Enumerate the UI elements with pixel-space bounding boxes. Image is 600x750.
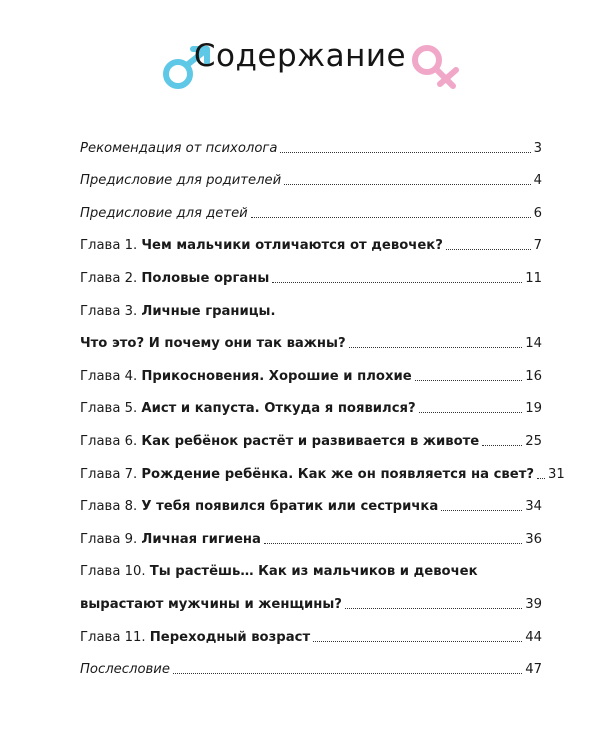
table-of-contents [80, 124, 565, 678]
dot-leader [272, 282, 522, 283]
toc-entry-title: вырастают мужчины и женщины? [80, 596, 342, 612]
toc-entry-page: 39 [525, 596, 542, 612]
toc-entry[interactable] [80, 287, 542, 320]
toc-entry-title: У тебя появился братик или сестричка [141, 499, 439, 515]
toc-entry-title: Послесловие [80, 662, 170, 678]
toc-entry-page: 6 [533, 205, 542, 221]
toc-entry[interactable] [80, 450, 565, 483]
toc-entry[interactable] [80, 417, 542, 450]
toc-entry-chapter: Глава 2. [80, 270, 142, 286]
toc-entry[interactable] [80, 613, 542, 646]
toc-entry[interactable] [80, 483, 542, 516]
toc-entry-page: 3 [533, 140, 542, 156]
page-header [0, 34, 600, 94]
dot-leader [415, 380, 523, 381]
dot-leader [284, 184, 530, 185]
toc-entry-page: 36 [525, 531, 542, 547]
dot-leader [537, 478, 545, 479]
toc-entry-page: 16 [525, 368, 542, 384]
female-symbol-icon [407, 40, 467, 92]
toc-entry-title: Как ребёнок растёт и развивается в животе [141, 433, 480, 449]
toc-entry-chapter: Глава 9. [80, 531, 142, 547]
toc-entry-page: 31 [548, 466, 565, 482]
toc-entry-title: Половые органы [141, 270, 270, 286]
toc-entry-page: 4 [533, 173, 542, 189]
toc-entry[interactable] [80, 580, 542, 613]
toc-entry-chapter: Глава 1. [80, 238, 142, 254]
toc-entry[interactable] [80, 352, 542, 385]
toc-entry[interactable] [80, 157, 542, 190]
toc-entry-title: Аист и капуста. Откуда я появился? [141, 401, 416, 417]
dot-leader [441, 510, 522, 511]
toc-entry-title: Рекомендация от психолога [80, 140, 278, 156]
dot-leader [345, 608, 522, 609]
toc-entry[interactable] [80, 320, 542, 353]
toc-entry-title: Ты растёшь… Как из мальчиков и девочек [149, 564, 478, 580]
toc-entry[interactable] [80, 222, 542, 255]
toc-entry-title: Что это? И почему они так важны? [80, 336, 346, 352]
toc-entry[interactable] [80, 646, 542, 679]
dot-leader [280, 152, 530, 153]
toc-entry-page: 34 [525, 499, 542, 515]
toc-entry-chapter: Глава 6. [80, 433, 142, 449]
toc-entry-chapter: Глава 10. [80, 564, 150, 580]
dot-leader [313, 641, 522, 642]
toc-entry-title: Личные границы. [141, 303, 276, 319]
toc-entry-page: 7 [533, 238, 542, 254]
toc-entry-chapter: Глава 3. [80, 303, 142, 319]
toc-entry-page: 11 [525, 270, 542, 286]
toc-entry-title: Переходный возраст [149, 629, 311, 645]
dot-leader [173, 673, 522, 674]
toc-entry[interactable] [80, 124, 542, 157]
toc-entry-page: 47 [525, 662, 542, 678]
toc-entry-page: 25 [525, 433, 542, 449]
toc-entry-title: Прикосновения. Хорошие и плохие [141, 368, 412, 384]
toc-entry-chapter: Глава 7. [80, 466, 142, 482]
toc-entry-page: 14 [525, 336, 542, 352]
dot-leader [446, 249, 531, 250]
dot-leader [264, 543, 522, 544]
toc-entry[interactable] [80, 254, 542, 287]
toc-entry-page: 44 [525, 629, 542, 645]
toc-entry-title: Чем мальчики отличаются от девочек? [141, 238, 443, 254]
dot-leader [251, 217, 531, 218]
toc-entry[interactable] [80, 189, 542, 222]
dot-leader [482, 445, 522, 446]
toc-entry-chapter: Глава 4. [80, 368, 142, 384]
toc-entry[interactable] [80, 515, 542, 548]
page-title: Содержание [193, 38, 407, 74]
toc-entry[interactable] [80, 385, 542, 418]
dot-leader [419, 412, 523, 413]
toc-entry-title: Предисловие для детей [80, 205, 248, 221]
toc-entry[interactable] [80, 548, 542, 581]
toc-entry-chapter: Глава 8. [80, 499, 142, 515]
toc-entry-chapter: Глава 11. [80, 629, 150, 645]
toc-entry-title: Предисловие для родителей [80, 173, 282, 189]
toc-entry-chapter: Глава 5. [80, 401, 142, 417]
toc-entry-title: Личная гигиена [141, 531, 261, 547]
toc-entry-page: 19 [525, 401, 542, 417]
toc-entry-title: Рождение ребёнка. Как же он появляется на свет? [141, 466, 535, 482]
dot-leader [349, 347, 523, 348]
